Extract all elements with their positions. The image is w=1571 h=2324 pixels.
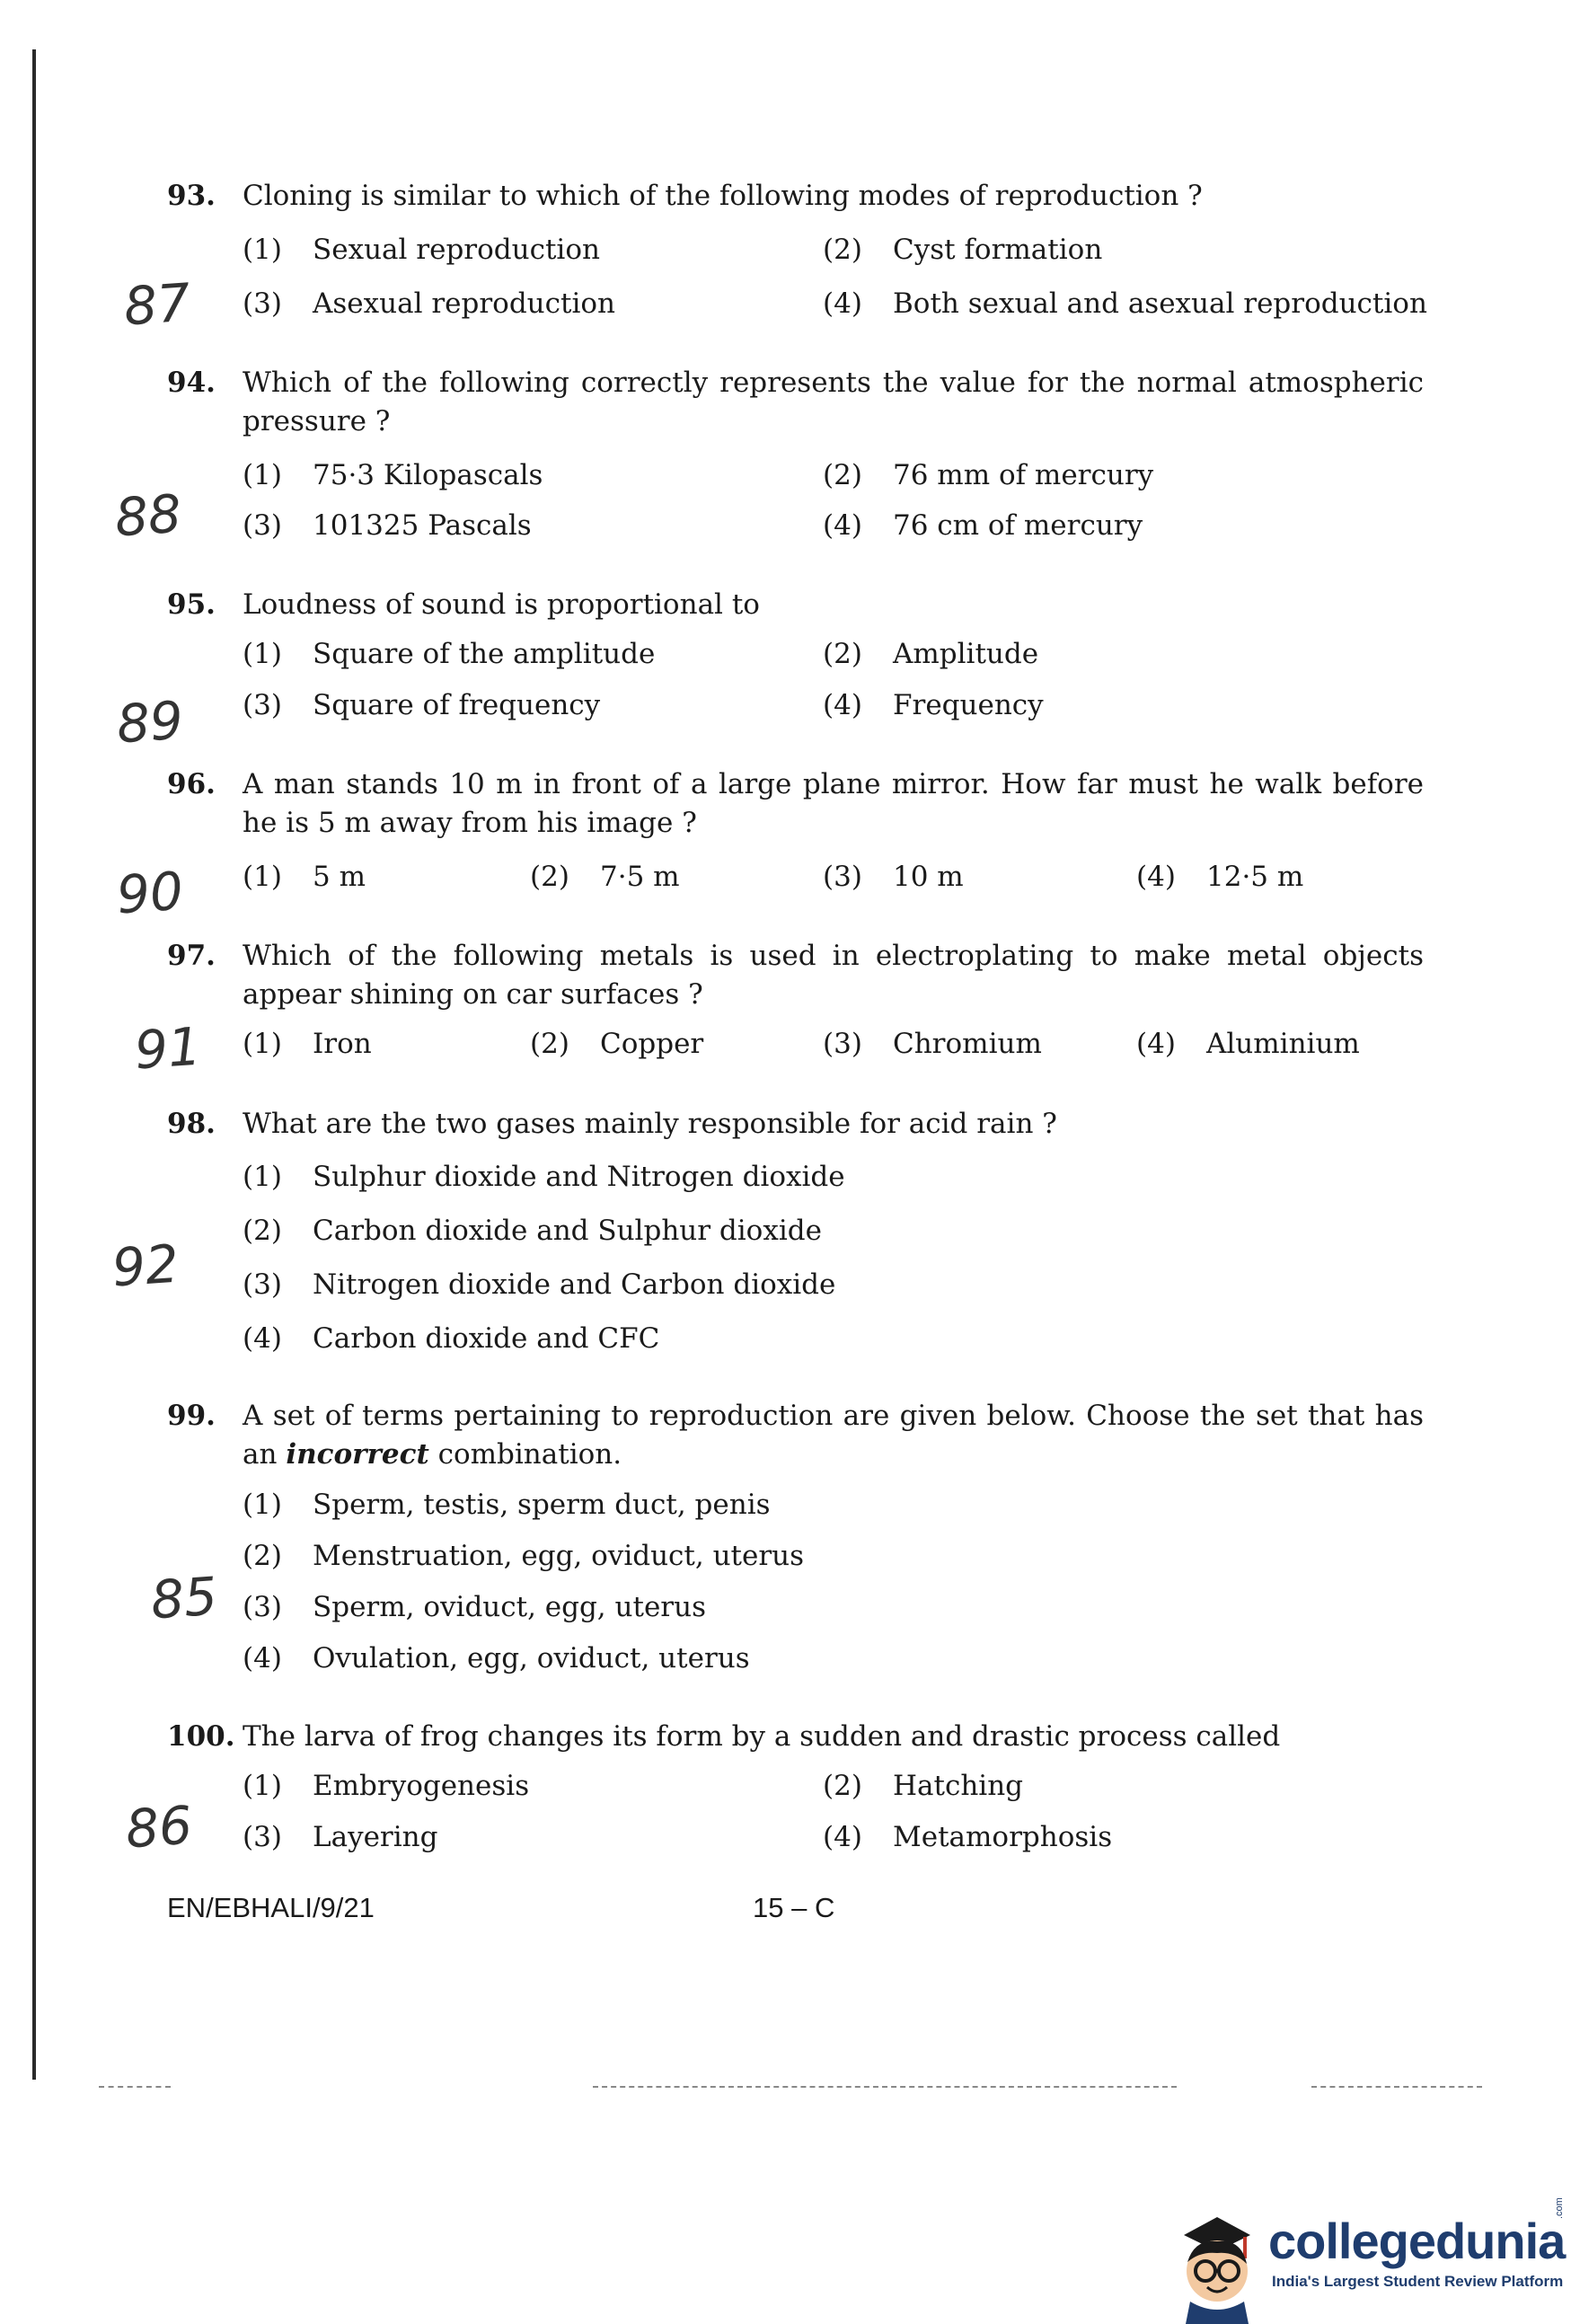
handwritten-note: 92 — [110, 1233, 181, 1299]
option: (2) Hatching — [823, 1770, 1024, 1802]
option: (1) Sperm, testis, sperm duct, penis — [243, 1489, 771, 1521]
mascot-icon — [1168, 2192, 1267, 2324]
option: (4) Carbon dioxide and CFC — [243, 1322, 660, 1355]
question-text: What are the two gases mainly responsible for acid rain ? — [243, 1108, 1057, 1140]
handwritten-note: 89 — [114, 689, 186, 756]
option: (4) Metamorphosis — [823, 1821, 1113, 1853]
option: (2) 7·5 m — [530, 861, 680, 893]
option: (3) Nitrogen dioxide and Carbon dioxide — [243, 1268, 836, 1301]
collegedunia-watermark — [1168, 2192, 1571, 2324]
option: (2) Cyst formation — [823, 234, 1103, 266]
question-text: The larva of frog changes its form by a sudden and drastic process called — [243, 1720, 1281, 1753]
brand-tagline: India's Largest Student Review Platform — [1272, 2273, 1564, 2290]
option: (3) Layering — [243, 1821, 438, 1853]
handwritten-note: 87 — [121, 271, 193, 338]
option: (1) Iron — [243, 1028, 372, 1060]
question-text: Which of the following correctly represents the value for the normal atmospheric pressure ? — [243, 367, 1424, 437]
question-number: 93. — [167, 180, 216, 212]
divider — [593, 2086, 1177, 2088]
question-number: 100. — [167, 1720, 235, 1753]
handwritten-note: 86 — [123, 1794, 195, 1860]
option: (1) 5 m — [243, 861, 366, 893]
option: (1) Sulphur dioxide and Nitrogen dioxide — [243, 1161, 845, 1193]
option: (3) Asexual reproduction — [243, 287, 616, 320]
option: (3) 101325 Pascals — [243, 509, 532, 542]
page-number: 15 – C — [753, 1892, 835, 1923]
option: (1) Sexual reproduction — [243, 234, 600, 266]
option: (2) Copper — [530, 1028, 704, 1060]
option: (2) Carbon dioxide and Sulphur dioxide — [243, 1215, 822, 1247]
question-text: Cloning is similar to which of the following modes of reproduction ? — [243, 180, 1203, 212]
option: (1) Embryogenesis — [243, 1770, 530, 1802]
handwritten-note: 90 — [114, 860, 186, 926]
footer-code: EN/EBHALI/9/21 — [167, 1892, 375, 1923]
handwritten-note: 91 — [132, 1015, 204, 1082]
option: (4) 12·5 m — [1136, 861, 1304, 893]
option: (4) Aluminium — [1136, 1028, 1360, 1060]
brand-name: collegedunia — [1268, 2213, 1566, 2269]
option: (2) Amplitude — [823, 638, 1039, 670]
option: (3) 10 m — [823, 861, 964, 893]
option: (3) Sperm, oviduct, egg, uterus — [243, 1591, 706, 1623]
question-number: 97. — [167, 940, 216, 972]
option: (1) Square of the amplitude — [243, 638, 656, 670]
option: (2) Menstruation, egg, oviduct, uterus — [243, 1540, 805, 1572]
question-text: Loudness of sound is proportional to — [243, 588, 760, 621]
question-text: A man stands 10 m in front of a large plane mirror. How far must he walk before he is 5 m away from his image ? — [243, 768, 1424, 839]
question-number: 96. — [167, 768, 216, 800]
divider — [1311, 2086, 1482, 2088]
option: (4) Ovulation, egg, oviduct, uterus — [243, 1642, 750, 1675]
handwritten-note: 88 — [112, 482, 184, 549]
option: (4) 76 cm of mercury — [823, 509, 1143, 542]
brand-suffix: .com — [1554, 2197, 1565, 2219]
option: (4) Frequency — [823, 689, 1044, 721]
question-text: A set of terms pertaining to reproduction are given below. Choose the set that has an incorrect combination. — [243, 1400, 1424, 1471]
handwritten-note: 85 — [148, 1565, 220, 1631]
option: (3) Square of frequency — [243, 689, 601, 721]
page-margin-line — [32, 49, 36, 2080]
question-number: 94. — [167, 367, 216, 399]
question-number: 95. — [167, 588, 216, 621]
option: (1) 75·3 Kilopascals — [243, 459, 543, 491]
option: (3) Chromium — [823, 1028, 1042, 1060]
question-text: Which of the following metals is used in electroplating to make metal objects appear shining on car surfaces ? — [243, 940, 1424, 1011]
divider — [99, 2086, 171, 2088]
option: (4) Both sexual and asexual reproduction — [823, 287, 1427, 320]
question-number: 98. — [167, 1108, 216, 1140]
question-number: 99. — [167, 1400, 216, 1432]
option: (2) 76 mm of mercury — [823, 459, 1154, 491]
